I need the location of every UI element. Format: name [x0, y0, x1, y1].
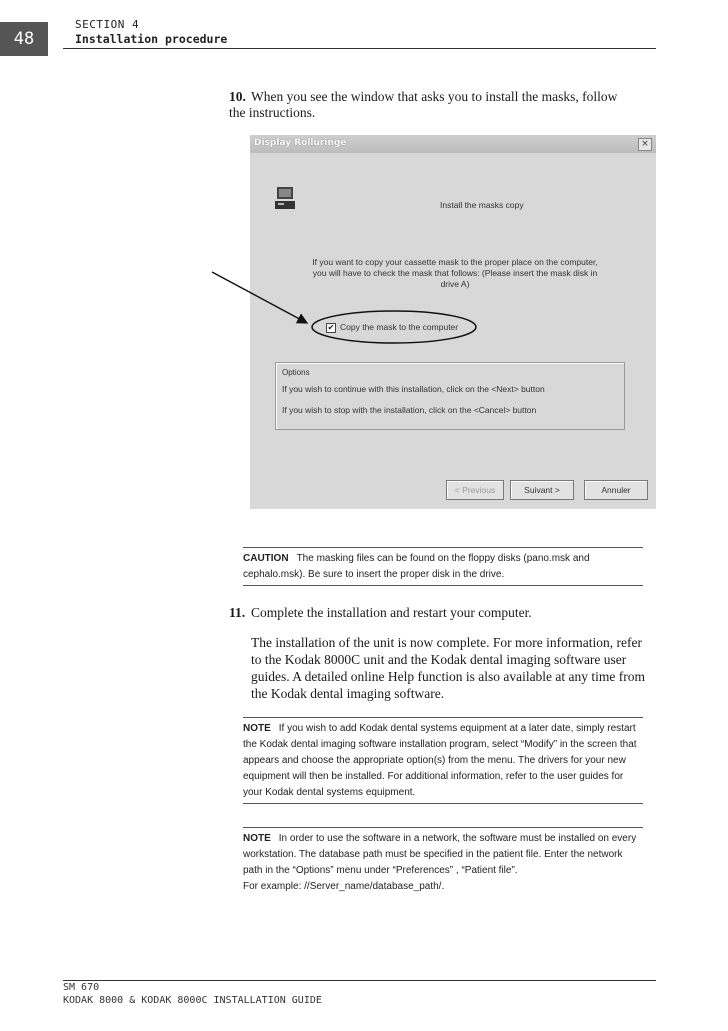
copy-mask-checkbox[interactable]: ✔: [327, 323, 335, 332]
caution-box: [243, 547, 643, 586]
options-legend: Options: [282, 368, 310, 377]
dialog-title: Display Rolluringe: [254, 138, 347, 148]
footer-doc-title: KODAK 8000 & KODAK 8000C INSTALLATION GUIDE: [63, 995, 322, 1006]
step-11-number: 11.: [229, 605, 246, 620]
page-number: 48: [0, 22, 48, 56]
footer-doc-code: SM 670: [63, 982, 100, 993]
note-network: [243, 827, 643, 897]
copy-mask-checkbox-label: Copy the mask to the computer: [340, 322, 459, 332]
section-label: SECTION 4: [75, 18, 140, 31]
caution-text: The masking files can be found on the floppy disks (pano.msk and cephalo.msk). Be sure to insert the proper disk in the drive.: [243, 553, 590, 580]
options-group: [275, 362, 625, 430]
step-10: [229, 89, 629, 121]
dialog-heading: Install the masks copy: [440, 200, 524, 210]
step-11-text: Complete the installation and restart your computer.: [251, 605, 532, 620]
caution-tag: CAUTION: [243, 553, 289, 564]
step-10-text: When you see the window that asks you to install the masks, follow the instructions.: [229, 89, 618, 120]
dialog-titlebar: [250, 135, 656, 153]
note-1-tag: NOTE: [243, 723, 271, 734]
cancel-button[interactable]: Annuler: [584, 480, 648, 500]
footer-rule: [63, 980, 656, 981]
previous-button[interactable]: < Previous: [446, 480, 504, 500]
dialog-message: If you want to copy your cassette mask to the proper place on the computer, you will have to check the mask that follows: (Please insert the mask disk in drive A): [312, 257, 598, 289]
installer-dialog-screenshot: [250, 135, 656, 509]
note-2-text: In order to use the software in a network, the software must be installed on every workstation. The database path must be specified in the patient file. Enter the network path in the “Options” menu under “Preferences” , “Patient file”.: [243, 833, 637, 876]
note-add-equipment: [243, 717, 643, 804]
header-rule: [63, 48, 656, 49]
close-icon[interactable]: ×: [638, 138, 652, 151]
note-1-text: If you wish to add Kodak dental systems equipment at a later date, simply restart the Kodak dental imaging software installation program, select “Modify” in the screen that appears and choose the appropriate option(s) from the menu. The drivers for your new equipment will then be installed. For additional information, refer to the user guides for your Kodak dental systems equipment.: [243, 723, 637, 798]
completion-paragraph: The installation of the unit is now complete. For more information, refer to the Kodak 8000C unit and the Kodak dental imaging software user guides. A detailed online Help function is also available at any time from the Kodak dental imaging software.: [251, 635, 646, 701]
section-title: Installation procedure: [75, 32, 228, 46]
step-11: [229, 605, 629, 621]
option-continue-text: If you wish to continue with this installation, click on the <Next> button: [282, 384, 545, 394]
option-stop-text: If you wish to stop with the installation, click on the <Cancel> button: [282, 405, 537, 415]
note-2-example: For example: //Server_name/database_path/.: [243, 881, 445, 892]
computer-icon: [275, 185, 297, 211]
next-button[interactable]: Suivant >: [510, 480, 574, 500]
note-2-tag: NOTE: [243, 833, 271, 844]
step-10-number: 10.: [229, 89, 246, 104]
